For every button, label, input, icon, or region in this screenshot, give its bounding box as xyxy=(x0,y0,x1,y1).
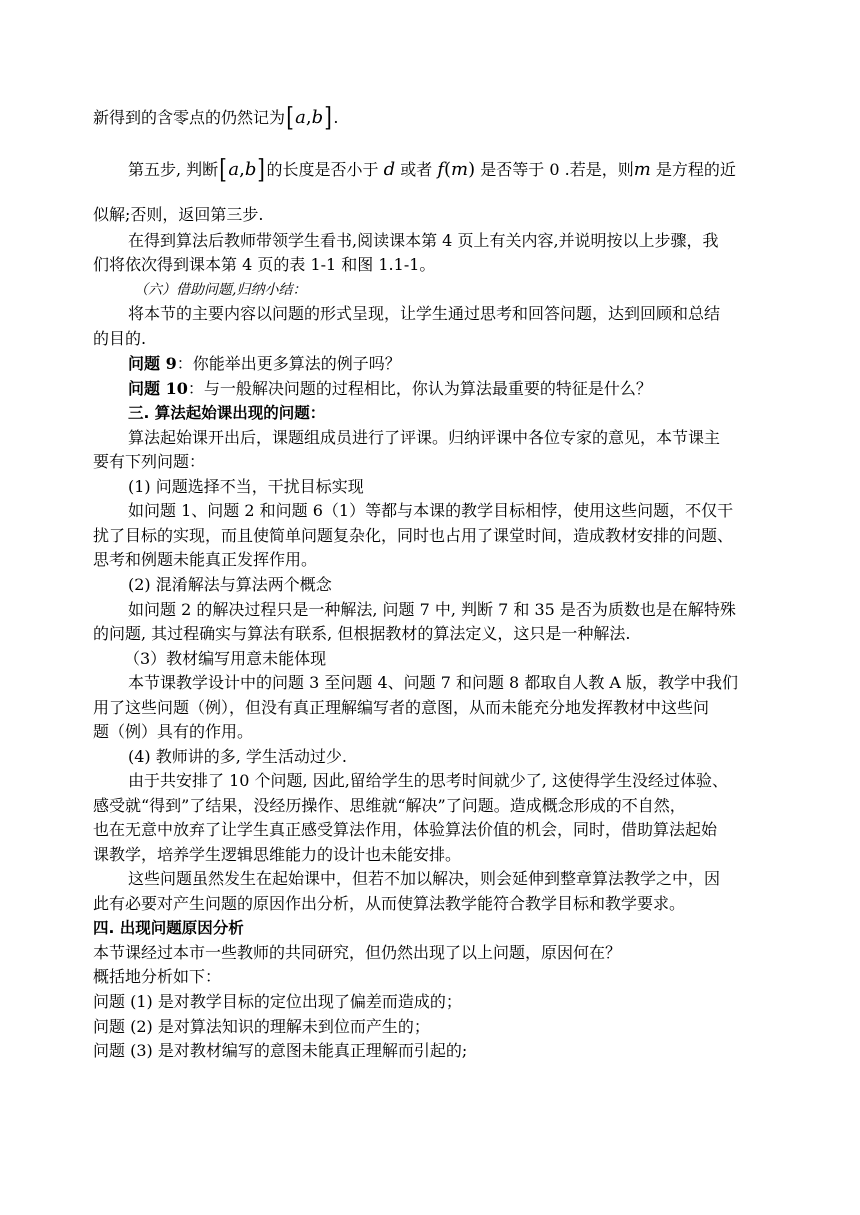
text-line-25: (4) 教师讲的多, 学生活动过少. xyxy=(128,747,348,766)
text-line-26: 由于共安排了 10 个问题, 因此,留给学生的思考时间就少了, 这使得学生没经过体验、 xyxy=(128,771,728,790)
text-line-8: 的目的. xyxy=(93,329,147,348)
text-line-22: 本节课教学设计中的问题 3 至问题 4、问题 7 和问题 8 都取自人教 A 版，教学中我们 xyxy=(128,673,739,692)
text-line-14: (1) 问题选择不当，干扰目标实现 xyxy=(128,477,364,496)
question-10-label: 问题 10 xyxy=(128,379,188,398)
text-line-29: 课教学，培养学生逻辑思维能力的设计也未能安排。 xyxy=(93,845,462,864)
text-line-35: 问题 (1) 是对教学目标的定位出现了偏差而造成的； xyxy=(93,992,462,1011)
math-a: a xyxy=(295,107,306,128)
text-line-37: 问题 (3) 是对教材编写的意图未能真正理解而引起的; xyxy=(93,1041,468,1060)
section-heading-3: 三. 算法起始课出现的问题： xyxy=(128,404,326,422)
text-line-20: 的问题, 其过程确实与算法有联系, 但根据教材的算法定义，这只是一种解法. xyxy=(93,624,631,643)
text-line-2: 第五步, 判断[a,b]的长度是否小于 d 或者 f(m) 是否等于 0 .若是，则m 是方程的近 xyxy=(128,155,736,185)
text-line-33: 本节课经过本市一些教师的共同研究，但仍然出现了以上问题，原因何在？ xyxy=(93,943,622,962)
text-line-7: 将本节的主要内容以问题的形式呈现，让学生通过思考和回答问题，达到回顾和总结 xyxy=(128,304,721,323)
text-line-30: 这些问题虽然发生在起始课中，但若不加以解决，则会延伸到整章算法教学之中，因 xyxy=(128,869,721,888)
text-line-15: 如问题 1、问题 2 和问题 6（1）等都与本课的教学目标相悖，使用这些问题，不仅干 xyxy=(128,501,734,520)
text-line-27: 感受就“得到”了结果，没经历操作、思维就“解决”了问题。造成概念形成的不自然， xyxy=(93,796,686,815)
section-heading-4: 四. 出现问题原因分析 xyxy=(93,919,244,937)
math-m: m xyxy=(451,159,469,180)
text-line-34: 概括地分析如下： xyxy=(93,967,222,986)
text-line-5: 们将依次得到课本第 4 页的表 1-1 和图 1.1-1。 xyxy=(93,255,436,274)
question-10: 问题 10：与一般解决问题的过程相比，你认为算法最重要的特征是什么？ xyxy=(128,379,652,398)
left-bracket: [ xyxy=(286,103,294,133)
question-9-label: 问题 9 xyxy=(128,354,177,373)
text-line-36: 问题 (2) 是对算法知识的理解未到位而产生的； xyxy=(93,1017,430,1036)
text-line-21: （3）教材编写用意未能体现 xyxy=(124,649,327,668)
text-line-17: 思考和例题未能真正发挥作用。 xyxy=(93,550,318,569)
text-line-16: 扰了目标的实现，而且使简单问题复杂化，同时也占用了课堂时间，造成教材安排的问题、 xyxy=(93,526,734,545)
right-bracket: ] xyxy=(324,103,333,133)
text-line-28: 也在无意中放弃了让学生真正感受算法作用，体验算法价值的机会，同时，借助算法起始 xyxy=(93,820,718,839)
text-line-13: 要有下列问题： xyxy=(93,452,206,471)
math-b: b xyxy=(311,107,324,128)
text-line-1: 新得到的含零点的仍然记为[a,b]. xyxy=(93,103,339,133)
text-line-31: 此有必要对产生问题的原因作出分析，从而使算法教学能符合教学目标和教学要求。 xyxy=(93,894,686,913)
math-d: d xyxy=(383,159,396,180)
text-line-18: (2) 混淆解法与算法两个概念 xyxy=(128,575,332,594)
question-9: 问题 9：你能举出更多算法的例子吗？ xyxy=(128,354,401,373)
text-line-4: 在得到算法后教师带领学生看书,阅读课本第 4 页上有关内容,并说明按以上步骤，我 xyxy=(128,231,719,250)
text-line-23: 用了这些问题（例），但没有真正理解编写者的意图，从而未能充分地发挥教材中这些问 xyxy=(93,698,710,717)
math-f: f xyxy=(437,159,445,180)
text-line-3: 似解;否则，返回第三步. xyxy=(93,205,264,224)
text-line-19: 如问题 2 的解决过程只是一种解法, 问题 7 中, 判断 7 和 35 是否为质数也是在解特殊 xyxy=(128,600,736,619)
text-line-24: 题（例）具有的作用。 xyxy=(93,722,254,741)
subsection-heading-6: （六）借助问题,归纳小结： xyxy=(134,282,307,298)
text-line-12: 算法起始课开出后，课题组成员进行了评课。归纳评课中各位专家的意见，本节课主 xyxy=(128,428,721,447)
